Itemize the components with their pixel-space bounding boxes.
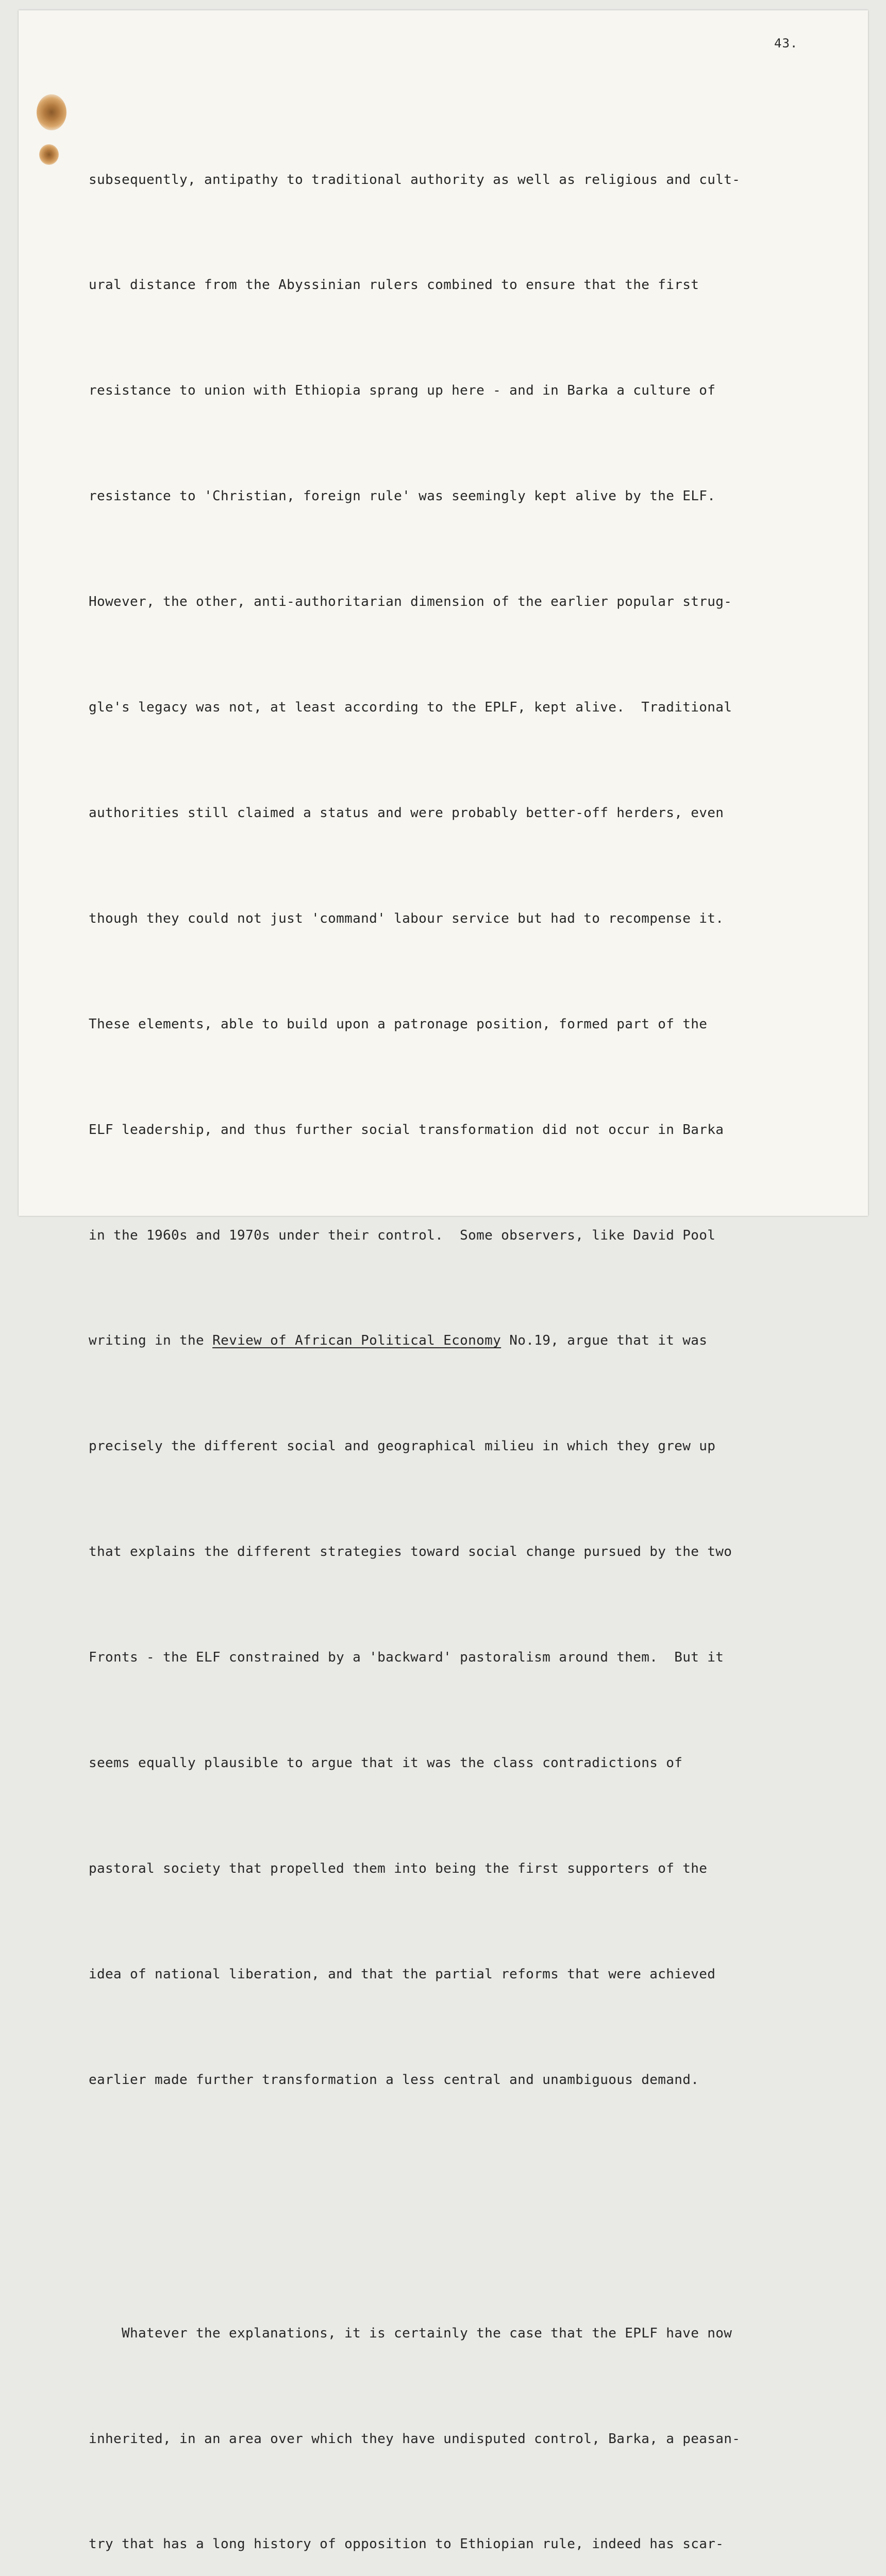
punch-hole-stain xyxy=(37,94,66,130)
text-line: precisely the different social and geographical milieu in which they grew up xyxy=(89,1438,716,1454)
text-line: inherited, in an area over which they have undisputed control, Barka, a peasan- xyxy=(89,2431,741,2447)
text-line: resistance to union with Ethiopia sprang up here - and in Barka a culture of xyxy=(89,383,716,399)
text-line: subsequently, antipathy to traditional authority as well as religious and cult- xyxy=(89,172,741,188)
body-text xyxy=(89,92,821,2576)
text-line: idea of national liberation, and that the partial reforms that were achieved xyxy=(89,1966,716,1982)
text-line: that explains the different strategies toward social change pursued by the two xyxy=(89,1544,732,1560)
punch-hole-stain xyxy=(39,144,59,165)
text-segment: writing in the xyxy=(89,1333,213,1349)
text-line: ELF leadership, and thus further social transformation did not occur in Barka xyxy=(89,1122,724,1138)
text-line: These elements, able to build upon a patronage position, formed part of the xyxy=(89,1016,708,1032)
text-line: seems equally plausible to argue that it was the class contradictions of xyxy=(89,1755,683,1771)
typewritten-page xyxy=(19,10,868,2552)
journal-title: Review of African Political Economy xyxy=(212,1333,501,1349)
text-line: Whatever the explanations, it is certainly the case that the EPLF have now xyxy=(122,2325,732,2341)
text-line: Fronts - the ELF constrained by a 'backward' pastoralism around them. But it xyxy=(89,1650,724,1666)
text-line-with-citation xyxy=(89,1323,821,1358)
text-line: though they could not just 'command' labour service but had to recompense it. xyxy=(89,910,724,926)
text-line: pastoral society that propelled them into being the first supporters of the xyxy=(89,1860,708,1876)
text-line: in the 1960s and 1970s under their control. Some observers, like David Pool xyxy=(89,1227,716,1243)
text-segment: No.19, argue that it was xyxy=(501,1333,708,1349)
text-line: gle's legacy was not, at least according to the EPLF, kept alive. Traditional xyxy=(89,700,732,716)
paragraph-break xyxy=(89,2203,821,2210)
text-line: However, the other, anti-authoritarian dimension of the earlier popular strug- xyxy=(89,594,732,610)
text-line: authorities still claimed a status and were probably better-off herders, even xyxy=(89,805,724,821)
text-line: try that has a long history of opposition to Ethiopian rule, indeed has scar- xyxy=(89,2536,724,2552)
text-line: ural distance from the Abyssinian rulers combined to ensure that the first xyxy=(89,277,699,293)
text-line: resistance to 'Christian, foreign rule' was seemingly kept alive by the ELF. xyxy=(89,488,716,504)
text-line: earlier made further transformation a less central and unambiguous demand. xyxy=(89,2072,699,2088)
page-number: 43. xyxy=(774,36,798,50)
